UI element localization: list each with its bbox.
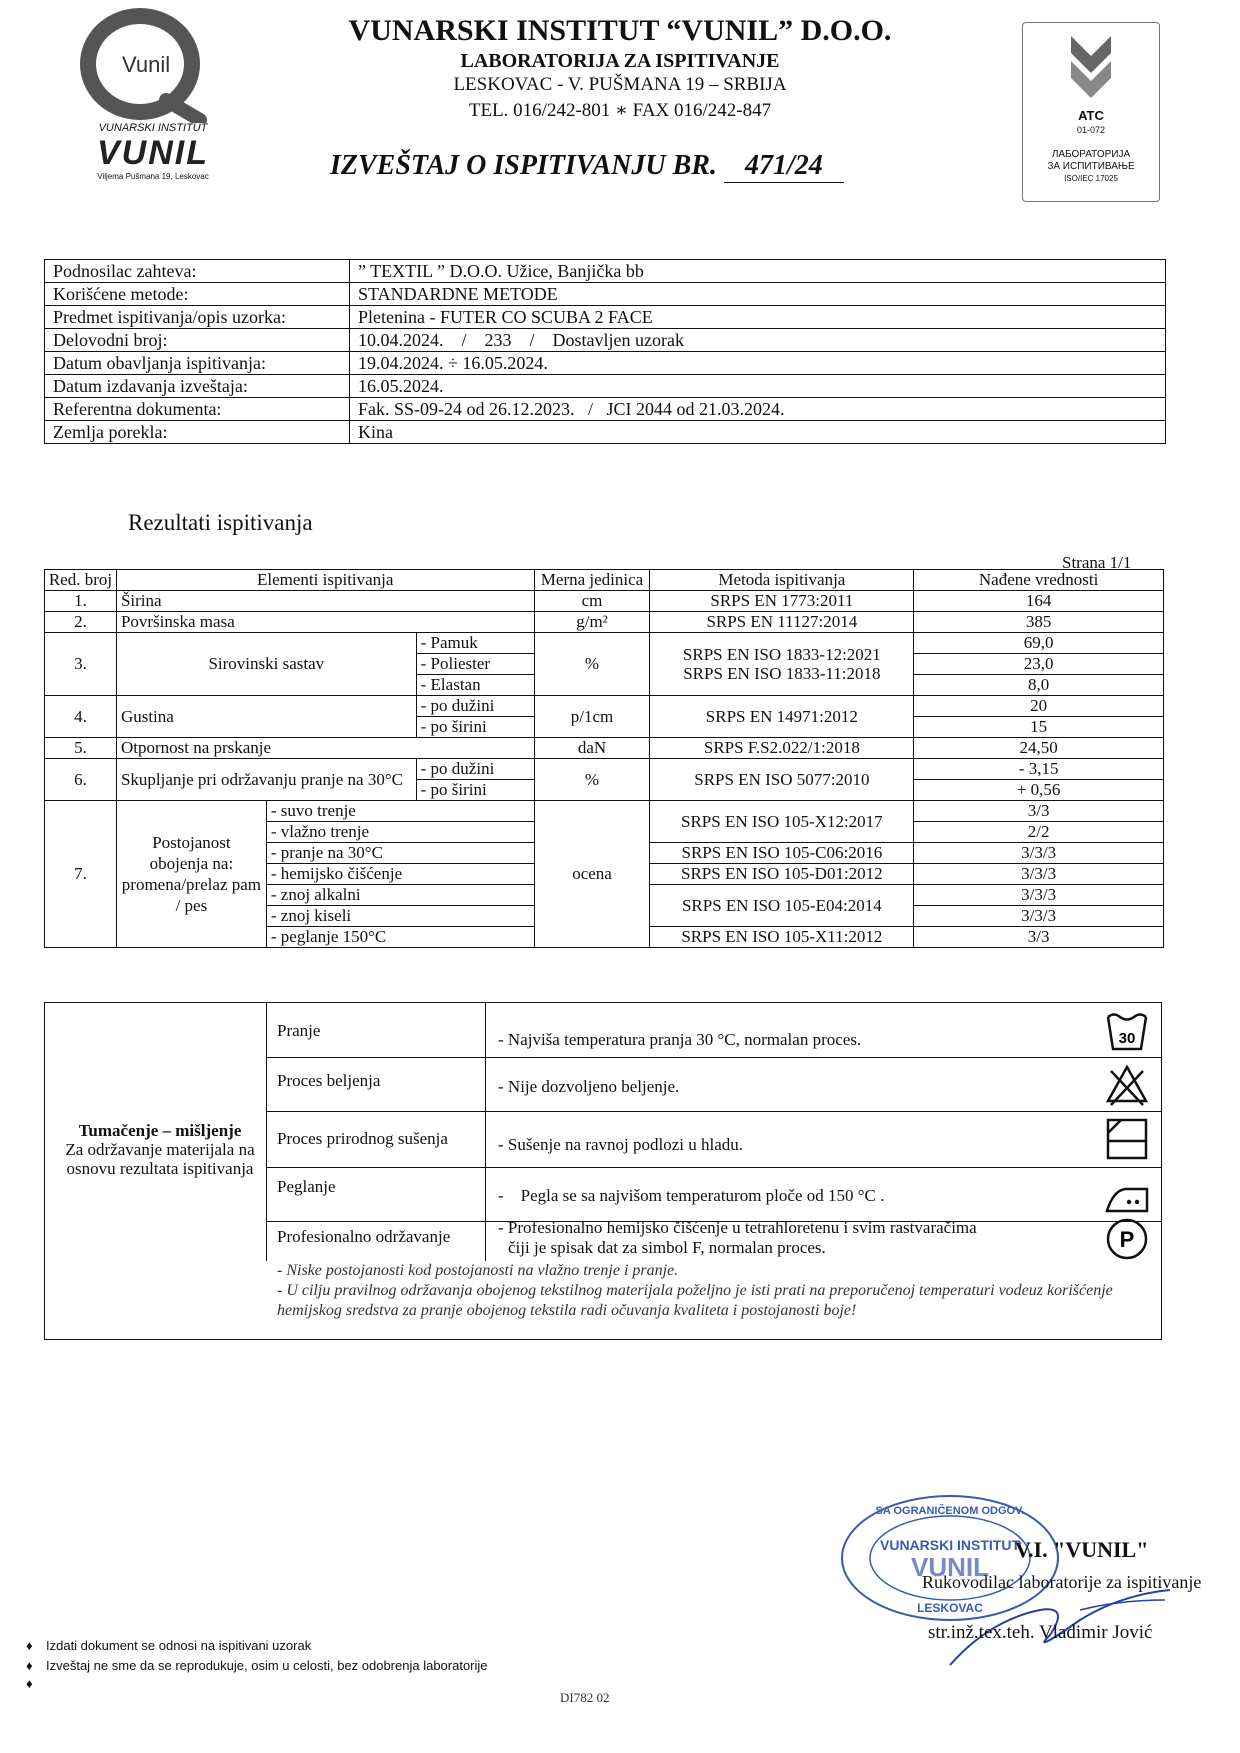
care-value-block	[498, 1218, 977, 1258]
row-number: 1.	[45, 591, 117, 612]
method: SRPS EN ISO 105-C06:2016	[650, 843, 914, 864]
care-value: - Pegla se sa najvišom temperaturom ploče od 150 °C .	[498, 1186, 885, 1205]
accreditation-icon	[1061, 31, 1121, 101]
method: SRPS EN ISO 5077:2010	[650, 759, 914, 801]
care-value: - Sušenje na ravnoj podlozi u hladu.	[498, 1135, 744, 1154]
dry-clean-p-icon	[1105, 1217, 1149, 1261]
svg-text:30: 30	[1118, 1030, 1136, 1047]
sub-element: - znoj alkalni	[266, 885, 534, 906]
brand-small-text: VUNARSKI INSTITUT	[98, 122, 208, 134]
row-number: 3.	[45, 633, 117, 696]
info-label: Zemlja porekla:	[45, 421, 350, 444]
page-number: Strana 1/1	[1062, 553, 1132, 572]
footer-note	[26, 1638, 311, 1653]
info-row	[45, 421, 1166, 444]
table-row	[45, 633, 1164, 654]
row-number: 4.	[45, 696, 117, 738]
info-value: 16.05.2024.	[350, 375, 1166, 398]
svg-text:P: P	[1119, 1227, 1135, 1252]
result-value: 15	[914, 717, 1164, 738]
care-value: - Nije dozvoljeno beljenje.	[498, 1077, 680, 1096]
request-info-table	[44, 259, 1166, 444]
info-value: ” TEXTIL ” D.O.O. Užice, Banjička bb	[350, 260, 1166, 283]
sub-element: - vlažno trenje	[266, 822, 534, 843]
sub-element: - po širini	[416, 780, 534, 801]
unit: %	[534, 633, 650, 696]
result-value: 20	[914, 696, 1164, 717]
header-unit: Merna jedinica	[534, 570, 650, 591]
table-row	[45, 738, 1164, 759]
care-key: Proces beljenja	[266, 1057, 486, 1111]
info-label: Referentna dokumenta:	[45, 398, 350, 421]
sub-element: - po širini	[416, 717, 534, 738]
iron-two-dots-icon	[1105, 1173, 1149, 1217]
interpretation-title: Tumačenje – mišljenje	[78, 1121, 242, 1140]
care-key: Pranje	[266, 1003, 486, 1057]
info-row	[45, 260, 1166, 283]
sub-element: - suvo trenje	[266, 801, 534, 822]
test-element: Postojanost obojenja na: promena/prelaz pam / pes	[116, 801, 266, 948]
brand-address: Viljema Pušmana 19, Leskovac	[97, 172, 209, 181]
institute-phone: TEL. 016/242-801 ∗ FAX 016/242-847	[468, 100, 772, 121]
care-row-ironing	[266, 1167, 1161, 1222]
care-key: Proces prirodnog sušenja	[266, 1111, 486, 1167]
sub-element: - hemijsko čišćenje	[266, 864, 534, 885]
results-heading: Rezultati ispitivanja	[128, 510, 313, 535]
accreditation-code: ATC	[1078, 108, 1104, 123]
accreditation-line1: ЛАБОРАТОРИЈА	[1051, 149, 1131, 160]
info-row	[45, 283, 1166, 306]
svg-text:Vunil: Vunil	[122, 52, 171, 77]
footer-note-text: Izveštaj ne sme da se reprodukuje, osim u celosti, bez odobrenja laboratorije	[46, 1658, 488, 1673]
sub-element: - Pamuk	[416, 633, 534, 654]
unit: daN	[534, 738, 650, 759]
signature-institute: V.I. "VUNIL"	[1015, 1537, 1149, 1562]
laboratory-name: LABORATORIJA ZA ISPITIVANJE	[460, 50, 780, 72]
header-value: Nađene vrednosti	[914, 570, 1164, 591]
method: SRPS EN 1773:2011	[650, 591, 914, 612]
sub-element: - pranje na 30°C	[266, 843, 534, 864]
table-row	[45, 591, 1164, 612]
info-row	[45, 398, 1166, 421]
signature-name: str.inž.tex.teh. Vladimir Jović	[928, 1622, 1153, 1643]
vunil-logo	[78, 8, 208, 123]
unit: %	[534, 759, 650, 801]
table-row	[45, 696, 1164, 717]
result-value: 3/3/3	[914, 906, 1164, 927]
result-value: 3/3	[914, 927, 1164, 948]
accreditation-standard: ISO/IEC 17025	[1064, 174, 1118, 183]
test-element: Otpornost na prskanje	[116, 738, 534, 759]
sub-element: - Poliester	[416, 654, 534, 675]
result-value: 2/2	[914, 822, 1164, 843]
result-value: 164	[914, 591, 1164, 612]
brand-wordmark: VUNIL	[97, 134, 209, 172]
interpretation-title-block	[45, 1121, 275, 1178]
result-value: 23,0	[914, 654, 1164, 675]
info-value: Pletenina - FUTER CO SCUBA 2 FACE	[350, 306, 1166, 329]
info-label: Datum obavljanja ispitivanja:	[45, 352, 350, 375]
wash-30-icon	[1105, 1009, 1149, 1053]
report-number: 471/24	[724, 150, 844, 183]
unit: g/m²	[534, 612, 650, 633]
info-row	[45, 375, 1166, 398]
method: SRPS EN ISO 105-E04:2014	[650, 885, 914, 927]
svg-text:LESKOVAC: LESKOVAC	[917, 1601, 983, 1615]
row-number: 2.	[45, 612, 117, 633]
method: SRPS EN ISO 105-X12:2017	[650, 801, 914, 843]
dry-flat-shade-icon	[1105, 1117, 1149, 1161]
table-header-row	[45, 570, 1164, 591]
diamond-bullet-icon: ♦	[26, 1676, 33, 1691]
diamond-bullet-icon: ♦	[26, 1638, 33, 1653]
svg-text:SA OGRANIČENOM ODGOV.: SA OGRANIČENOM ODGOV.	[875, 1505, 1025, 1517]
info-value: 19.04.2024. ÷ 16.05.2024.	[350, 352, 1166, 375]
footer-note	[26, 1658, 488, 1673]
report-title	[330, 150, 844, 183]
care-row-drying	[266, 1111, 1161, 1168]
result-value: 8,0	[914, 675, 1164, 696]
care-value: - Profesionalno hemijsko čišćenje u tetrahloretenu i svim rastvaračima	[498, 1218, 977, 1237]
info-label: Datum izdavanja izveštaja:	[45, 375, 350, 398]
unit: p/1cm	[534, 696, 650, 738]
info-row	[45, 306, 1166, 329]
svg-text:VUNARSKI INSTITUT: VUNARSKI INSTITUT	[880, 1537, 1020, 1553]
institute-address: LESKOVAC - V. PUŠMANA 19 – SRBIJA	[453, 74, 787, 95]
sub-element: - po dužini	[416, 696, 534, 717]
method: SRPS EN ISO 105-D01:2012	[650, 864, 914, 885]
accreditation-badge	[1022, 22, 1160, 202]
footer-bullet	[26, 1676, 46, 1691]
result-value: 3/3	[914, 801, 1164, 822]
svg-text:VUNIL: VUNIL	[911, 1552, 989, 1582]
report-label: IZVEŠTAJ O ISPITIVANJU BR.	[330, 150, 717, 181]
info-label: Delovodni broj:	[45, 329, 350, 352]
note-line: - Niske postojanosti kod postojanosti na vlažno trenje i pranje.	[277, 1262, 679, 1279]
footer-note-text: Izdati dokument se odnosi na ispitivani uzorak	[46, 1638, 312, 1653]
interpretation-box	[44, 1002, 1162, 1340]
document-code: DI782 02	[560, 1690, 610, 1705]
interpretation-subtitle: Za održavanje materijala na osnovu rezultata ispitivanja	[65, 1140, 255, 1178]
sub-element: - znoj kiseli	[266, 906, 534, 927]
method: SRPS EN 14971:2012	[650, 696, 914, 738]
care-key: Peglanje	[266, 1167, 486, 1221]
info-row	[45, 329, 1166, 352]
result-value: 3/3/3	[914, 843, 1164, 864]
row-number: 5.	[45, 738, 117, 759]
info-label: Predmet ispitivanja/opis uzorka:	[45, 306, 350, 329]
method-line: SRPS EN ISO 1833-11:2018	[683, 664, 881, 683]
info-value: Kina	[350, 421, 1166, 444]
info-value: Fak. SS-09-24 od 26.12.2023. / JCI 2044 od 21.03.2024.	[350, 398, 1166, 421]
sub-element: - Elastan	[416, 675, 534, 696]
accreditation-number: 01-072	[1076, 125, 1106, 135]
row-number: 7.	[45, 801, 117, 948]
institute-name: VUNARSKI INSTITUT “VUNIL” D.O.O.	[348, 14, 892, 47]
info-value: 10.04.2024. / 233 / Dostavljen uzorak	[350, 329, 1166, 352]
care-key: Profesionalno održavanje	[266, 1221, 486, 1261]
row-number: 6.	[45, 759, 117, 801]
note-line: - U cilju pravilnog održavanja obojenog tekstilnog materijala poželjno je isti prati na preporučenoj temperaturi vodeuz korišćenje hemijskog sredstva za pranje obojenog tekstila radi očuvanja kvaliteta i postojanosti boje!	[277, 1282, 1113, 1319]
test-element: Širina	[116, 591, 534, 612]
table-row	[45, 612, 1164, 633]
signature-role: Rukovodilac laboratorije za ispitivanje	[922, 1572, 1202, 1592]
accreditation-line2: ЗА ИСПИТИВАЊЕ	[1047, 161, 1135, 172]
header-elements: Elementi ispitivanja	[116, 570, 534, 591]
test-element: Sirovinski sastav	[116, 633, 416, 696]
no-bleach-icon	[1105, 1063, 1149, 1107]
method: SRPS F.S2.022/1:2018	[650, 738, 914, 759]
care-row-professional	[266, 1218, 1161, 1261]
result-value: 3/3/3	[914, 864, 1164, 885]
info-label: Korišćene metode:	[45, 283, 350, 306]
unit: cm	[534, 591, 650, 612]
diamond-bullet-icon: ♦	[26, 1658, 33, 1673]
unit: ocena	[534, 801, 650, 948]
result-value: 24,50	[914, 738, 1164, 759]
care-row-washing	[266, 1003, 1161, 1058]
method	[650, 633, 914, 696]
test-element: Skupljanje pri održavanju pranje na 30°C	[116, 759, 416, 801]
result-value: 385	[914, 612, 1164, 633]
results-table	[44, 569, 1164, 948]
header-red-broj: Red. broj	[45, 570, 117, 591]
care-value-line2: čiji je spisak dat za simbol F, normalan proces.	[508, 1238, 826, 1257]
sub-element: - po dužini	[416, 759, 534, 780]
info-row	[45, 352, 1166, 375]
result-value: + 0,56	[914, 780, 1164, 801]
info-label: Podnosilac zahteva:	[45, 260, 350, 283]
sub-element: - peglanje 150°C	[266, 927, 534, 948]
care-row-bleaching	[266, 1057, 1161, 1112]
table-row	[45, 801, 1164, 822]
method: SRPS EN ISO 105-X11:2012	[650, 927, 914, 948]
result-value: - 3,15	[914, 759, 1164, 780]
result-value: 69,0	[914, 633, 1164, 654]
table-row	[45, 759, 1164, 780]
method-line: SRPS EN ISO 1833-12:2021	[682, 645, 881, 664]
info-value: STANDARDNE METODE	[350, 283, 1166, 306]
header-method: Metoda ispitivanja	[650, 570, 914, 591]
test-element: Gustina	[116, 696, 416, 738]
method: SRPS EN 11127:2014	[650, 612, 914, 633]
result-value: 3/3/3	[914, 885, 1164, 906]
test-element: Površinska masa	[116, 612, 534, 633]
interpretation-notes	[277, 1261, 1157, 1321]
care-value: - Najviša temperatura pranja 30 °C, normalan proces.	[498, 1030, 862, 1049]
